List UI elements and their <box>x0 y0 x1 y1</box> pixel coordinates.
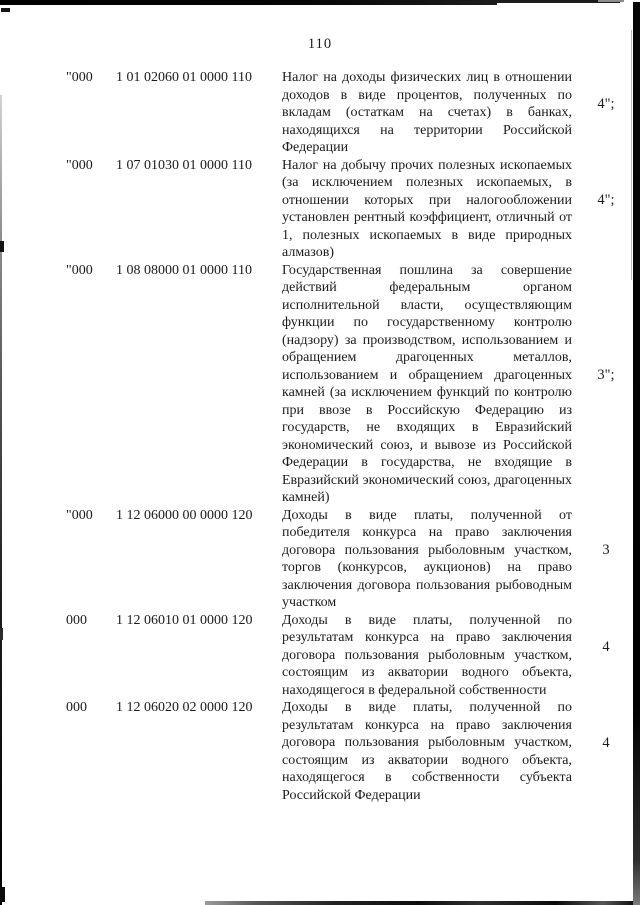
budget-admin-code: "000 <box>66 507 93 523</box>
budget-code-cell <box>66 69 282 87</box>
table-row <box>66 612 640 700</box>
row-description: Доходы в виде платы, полученной по результатам конкурса на право заключения договора пользования рыболовным участком, состоящим из акватории водного объекта, находящегося в собственности субъекта Российской Федерации <box>282 700 572 803</box>
amendment-note-cell <box>572 262 640 507</box>
table-row <box>66 699 640 804</box>
budget-classification-code: 1 12 06000 00 0000 120 <box>116 507 253 523</box>
amendment-note: 3 <box>602 542 610 559</box>
document-content <box>0 36 640 804</box>
budget-admin-code: 000 <box>66 700 87 715</box>
amendment-note: 4 <box>602 734 610 751</box>
scan-artifact-bottomleft-mark <box>0 887 5 902</box>
budget-code-cell <box>66 507 282 525</box>
scan-artifact-bottom-bar <box>205 901 633 905</box>
amendment-note: 4 <box>602 638 610 655</box>
budget-classification-code: 1 12 06020 02 0000 120 <box>116 700 253 715</box>
amendment-note: 3"; <box>597 367 615 384</box>
row-description: Налог на добычу прочих полезных ископаемых (за исключением полезных ископаемых, в отношении которых при налогообложении установлен рентный коэффициент, отличный от 1, полезных ископаемых в виде природных алмазов) <box>282 157 572 260</box>
amendment-note-cell <box>572 157 640 262</box>
row-description: Доходы в виде платы, полученной от победителя конкурса на право заключения договора пользования рыболовным участком, торгов (конкурсов, аукционов) на право заключения договора пользования рыбоводным участком <box>282 507 572 610</box>
scan-artifact-topleft-mark <box>1 8 10 12</box>
scan-artifact-top-bar <box>0 0 497 5</box>
row-description: Доходы в виде платы, полученной по результатам конкурса на право заключения договора пользования рыболовным участком, состоящим из акватории водного объекта, находящегося в федеральной собственности <box>282 612 572 698</box>
budget-classification-code: 1 12 06010 01 0000 120 <box>116 612 253 628</box>
budget-admin-code: "000 <box>66 262 93 278</box>
row-description: Государственная пошлина за совершение действий федеральным органом исполнительной власти, осуществляющим функции по государственному контролю (надзору) за производством, использованием и обращением драгоценных металлов, использованием и обращением драгоценных камней (за исключением функций по контролю при ввозе в Российскую Федерацию из государств, не входящих в Евразийский экономический союз, и вывозе из Российской Федерации в государства, не входящие в Евразийский экономический союз, драгоценных камней) <box>282 262 572 505</box>
amendment-note-cell <box>572 69 640 157</box>
budget-code-cell <box>66 699 282 717</box>
page-number: 110 <box>307 36 333 52</box>
budget-classification-code: 1 07 01030 01 0000 110 <box>116 157 252 173</box>
table-row <box>66 262 640 507</box>
budget-admin-code: 000 <box>66 612 87 628</box>
budget-code-cell <box>66 157 282 175</box>
budget-classification-code: 1 01 02060 01 0000 110 <box>116 70 252 85</box>
table-row <box>66 69 640 157</box>
amendment-note-cell <box>572 699 640 804</box>
budget-classification-code: 1 08 08000 01 0000 110 <box>116 262 252 278</box>
scan-artifact-top-bar-gray <box>598 0 624 2</box>
amendment-note-cell <box>572 612 640 700</box>
budget-admin-code: "000 <box>66 70 93 85</box>
row-description: Налог на доходы физических лиц в отношении доходов в виде процентов, полученных по вкладам (остаткам на счетах) в банках, находящихся на территории Российской Федерации <box>282 70 572 155</box>
table-row <box>66 507 640 612</box>
table-row <box>66 157 640 262</box>
amendment-note: 4"; <box>597 192 615 209</box>
budget-code-cell <box>66 262 282 280</box>
amendment-note: 4"; <box>597 96 615 112</box>
budget-admin-code: "000 <box>66 157 93 173</box>
amendment-note-cell <box>572 507 640 612</box>
budget-code-cell <box>66 612 282 630</box>
